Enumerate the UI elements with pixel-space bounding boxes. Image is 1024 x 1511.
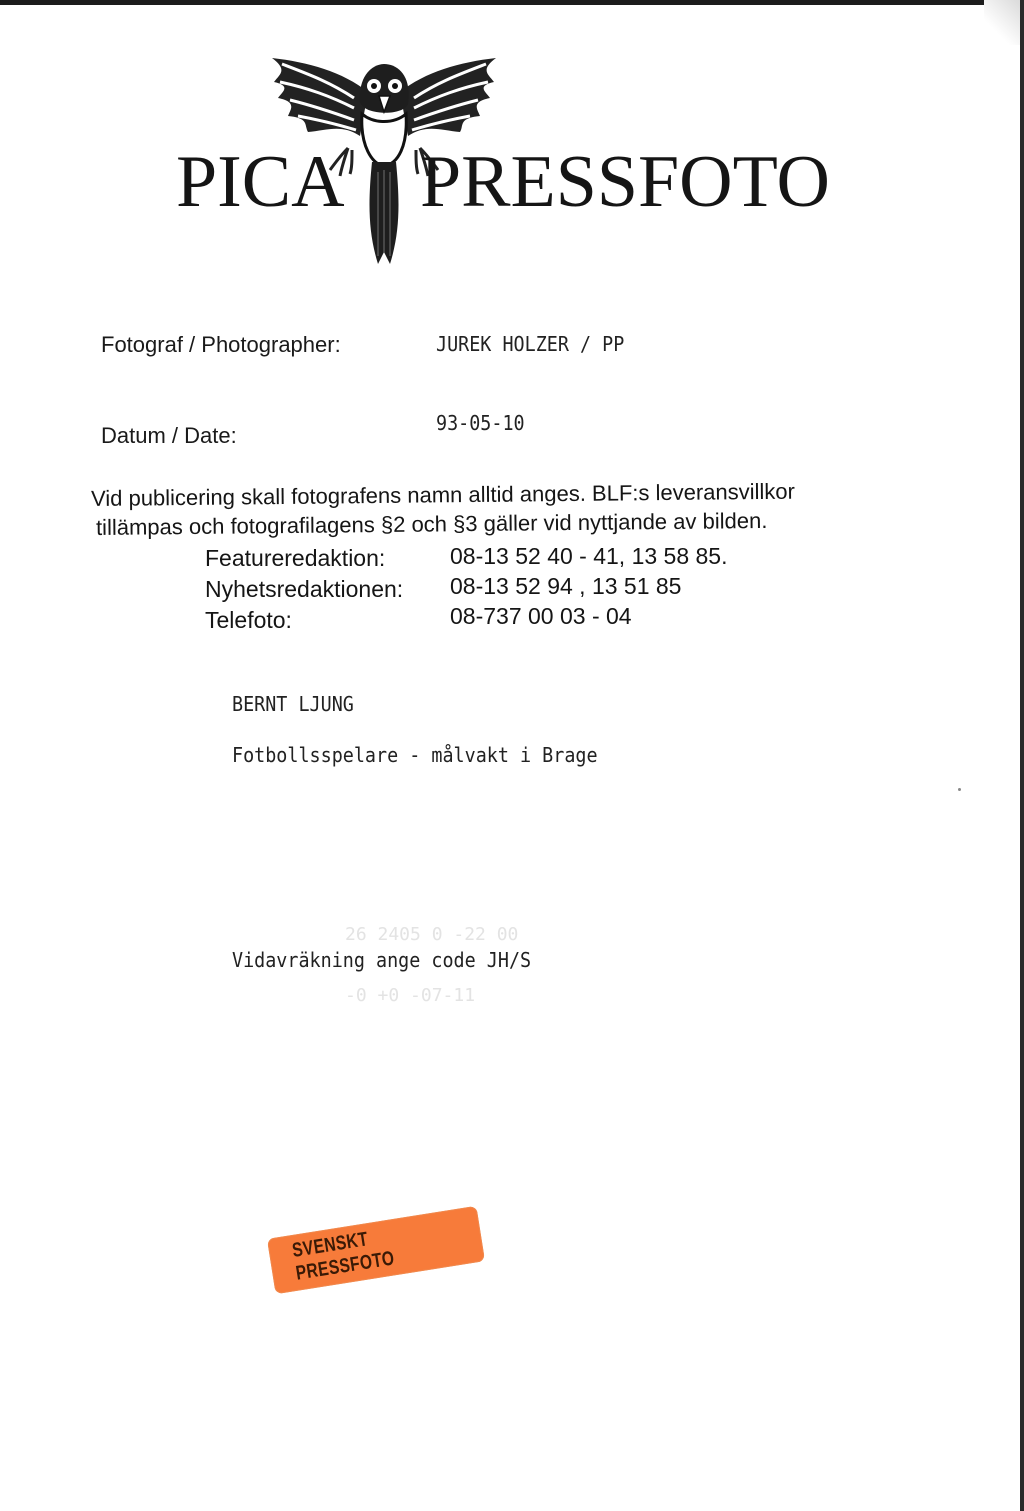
speck bbox=[958, 788, 961, 791]
scan-edge-right bbox=[1020, 0, 1024, 1511]
scan-corner-shadow bbox=[984, 0, 1024, 45]
faint-stamp-1: 26 2405 0 -22 00 bbox=[345, 924, 519, 945]
terms-line-2: tillämpas och fotografilagens §2 och §3 gäller vid nyttjande av bilden. bbox=[95, 507, 768, 540]
date-value: 93-05-10 bbox=[436, 411, 525, 435]
contact-value-feature: 08-13 52 40 - 41, 13 58 85. bbox=[450, 543, 728, 569]
date-label: Datum / Date: bbox=[101, 423, 237, 448]
contact-label-news: Nyhetsredaktionen: bbox=[205, 576, 404, 602]
terms-line-1: Vid publicering skall fotografens namn alltid anges. BLF:s leveransvillkor bbox=[90, 478, 796, 511]
contact-label-feature: Featureredaktion: bbox=[205, 545, 386, 571]
faint-stamp-2: -0 +0 -07-11 bbox=[345, 985, 476, 1006]
logo-wordmark-right: PRESSFOTO bbox=[420, 141, 830, 223]
scan-edge-top bbox=[0, 0, 1024, 5]
subject-caption: Fotbollsspelare - målvakt i Brage bbox=[232, 743, 598, 767]
svenskt-pressfoto-sticker bbox=[267, 1206, 485, 1294]
subject-name: BERNT LJUNG bbox=[232, 692, 354, 716]
contact-label-telefoto: Telefoto: bbox=[205, 607, 292, 633]
billing-note: Vidavräkning ange code JH/S bbox=[232, 948, 532, 972]
photographer-value: JUREK HOLZER / PP bbox=[436, 332, 625, 356]
logo-wordmark-left: PICA bbox=[176, 141, 345, 223]
sticker-text: SVENSKT PRESSFOTO bbox=[290, 1228, 397, 1285]
contact-value-telefoto: 08-737 00 03 - 04 bbox=[450, 603, 632, 629]
photographer-label: Fotograf / Photographer: bbox=[101, 332, 341, 357]
contact-value-news: 08-13 52 94 , 13 51 85 bbox=[450, 573, 682, 599]
